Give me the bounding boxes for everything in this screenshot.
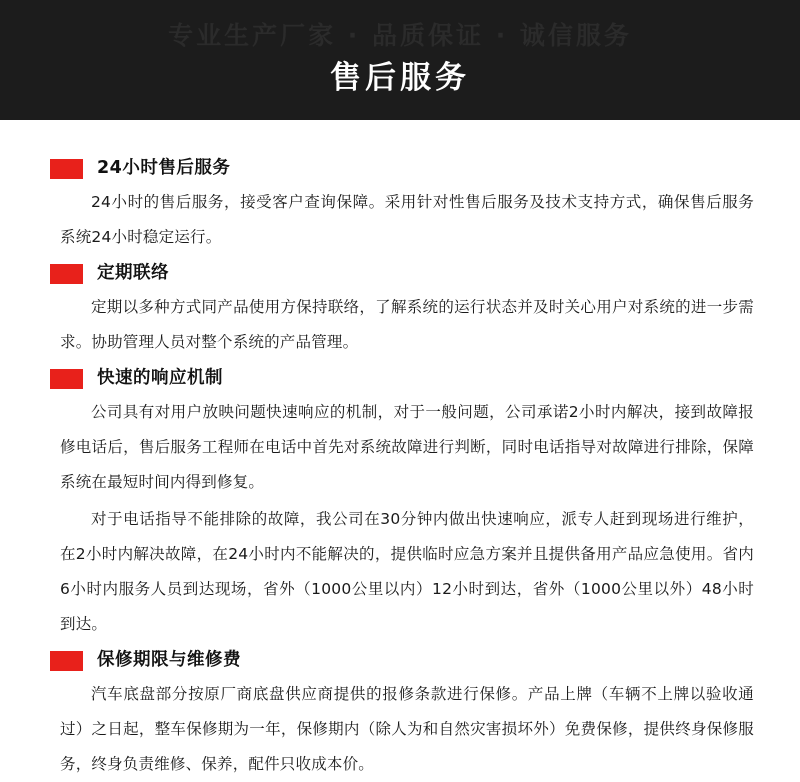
- section-heading: [42, 158, 758, 179]
- section-heading: [42, 368, 758, 389]
- section-warranty-period: [42, 650, 758, 782]
- section-paragraph: 24小时的售后服务，接受客户查询保障。采用针对性售后服务及技术支持方式，确保售后服务系统24小时稳定运行。: [60, 193, 754, 246]
- page-header-banner: [0, 0, 800, 120]
- section-title: 快速的响应机制: [97, 368, 223, 388]
- section-paragraph: 汽车底盘部分按原厂商底盘供应商提供的报修条款进行保修。产品上牌（车辆不上牌以验收通过）之日起，整车保修期为一年，保修期内（除人为和自然灾害损坏外）免费保修，提供终身保修服务，终身负责维修、保养，配件只收成本价。: [60, 685, 754, 773]
- red-square-bullet-icon: [50, 264, 83, 284]
- section-title: 保修期限与维修费: [97, 650, 241, 670]
- section-fast-response: [42, 368, 758, 642]
- red-square-bullet-icon: [50, 369, 83, 389]
- section-paragraph: 公司具有对用户放映问题快速响应的机制，对于一般问题，公司承诺2小时内解决，接到故障报修电话后，售后服务工程师在电话中首先对系统故障进行判断，同时电话指导对故障进行排除，保障系统在最短时间内得到修复。: [60, 403, 754, 491]
- section-title: 24小时售后服务: [97, 158, 231, 178]
- section-regular-contact: [42, 263, 758, 360]
- red-square-bullet-icon: [50, 651, 83, 671]
- section-heading: [42, 650, 758, 671]
- section-title: 定期联络: [97, 263, 169, 283]
- section-paragraph: 对于电话指导不能排除的故障，我公司在30分钟内做出快速响应，派专人赶到现场进行维护，在2小时内解决故障，在24小时内不能解决的，提供临时应急方案并且提供备用产品应急使用。省内6小时内服务人员到达现场，省外（1000公里以内）12小时到达，省外（1000公里以外）48小时到达。: [60, 510, 754, 633]
- page-content: [0, 120, 800, 782]
- red-square-bullet-icon: [50, 159, 83, 179]
- section-24h-service: [42, 158, 758, 255]
- page-title: 售后服务: [330, 60, 470, 96]
- section-paragraph: 定期以多种方式同产品使用方保持联络，了解系统的运行状态并及时关心用户对系统的进一步需求。协助管理人员对整个系统的产品管理。: [60, 298, 754, 351]
- section-heading: [42, 263, 758, 284]
- header-watermark-text: 专业生产厂家 · 品质保证 · 诚信服务: [168, 21, 632, 50]
